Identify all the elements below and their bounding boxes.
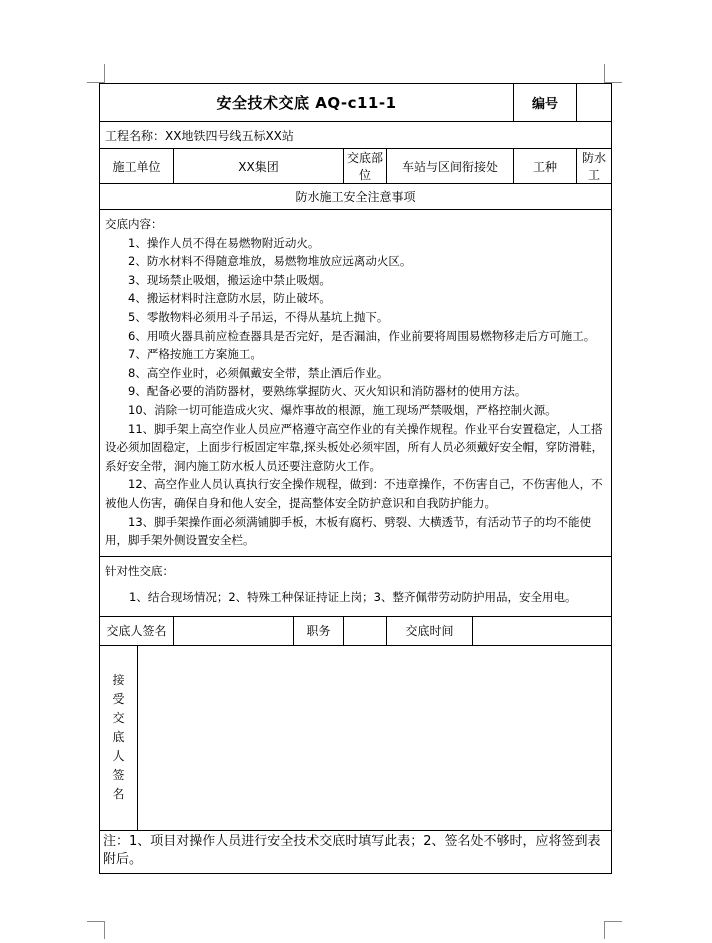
content-item: 11、脚手架上高空作业人员应严格遵守高空作业的有关操作规程。作业平台安置稳定，人工搭设必须加固稳定，上面步行板固定牢靠,探头板处必须牢固，所有人员必须戴好安全帽，穿防滑鞋，系好安全带，洞内施工防水板人员还要注意防火工作。 — [105, 421, 604, 473]
targeted-cell — [100, 556, 612, 616]
receiver-label: 接受交底人签名 — [112, 673, 125, 802]
signer-field[interactable] — [174, 616, 294, 645]
position-field[interactable] — [344, 616, 387, 645]
document-title-cell — [100, 84, 514, 122]
crop-mark — [604, 64, 605, 82]
receiver-label-cell — [100, 645, 138, 830]
part-label: 交底部位 — [344, 149, 387, 184]
time-field[interactable] — [473, 616, 612, 645]
section-heading: 防水施工安全注意事项 — [100, 184, 612, 210]
content-item: 1、操作人员不得在易燃物附近动火。 — [128, 235, 320, 250]
content-item: 5、零散物料必须用斗子吊运，不得从基坑上抛下。 — [128, 309, 389, 324]
content-item: 8、高空作业时，必须佩戴安全带，禁止酒后作业。 — [128, 365, 389, 380]
receiver-signature-area[interactable] — [138, 645, 612, 830]
project-row — [100, 122, 612, 149]
content-item: 12、高空作业人员认真执行安全操作规程，做到：不违章操作，不伤害自己，不伤害他人，不被他人伤害，确保自身和他人安全，提高整体安全防护意识和自我防护能力。 — [105, 477, 603, 510]
crop-mark — [604, 921, 622, 922]
time-label: 交底时间 — [387, 616, 473, 645]
footnote: 注：1、项目对操作人员进行安全技术交底时填写此表；2、签名处不够时，应将签到表附后。 — [100, 830, 612, 873]
crop-mark — [104, 64, 105, 82]
content-item: 10、消除一切可能造成火灾、爆炸事故的根源，施工现场严禁吸烟，严格控制火源。 — [128, 402, 557, 417]
content-label: 交底内容： — [105, 217, 163, 231]
signer-label: 交底人签名 — [100, 616, 174, 645]
crop-mark — [87, 921, 105, 922]
document-title: 安全技术交底 AQ-c11-1 — [216, 94, 397, 112]
content-item: 9、配备必要的消防器材，要熟练掌握防火、灭火知识和消防器材的使用方法。 — [128, 384, 527, 399]
unit-label: 施工单位 — [100, 149, 174, 184]
number-field[interactable] — [577, 84, 612, 122]
project-name: XX地铁四号线五标XX站 — [165, 128, 294, 143]
targeted-label: 针对性交底： — [105, 563, 174, 578]
part-value: 车站与区间衔接处 — [387, 149, 514, 184]
content-item: 7、严格按施工方案施工。 — [128, 347, 262, 362]
unit-value: XX集团 — [174, 149, 344, 184]
targeted-text: 1、结合现场情况；2、特殊工种保证持证上岗；3、整齐佩带劳动防护用品，安全用电。 — [129, 589, 577, 604]
crop-mark — [604, 921, 605, 939]
trade-value: 防水工 — [577, 149, 612, 184]
content-item: 3、现场禁止吸烟，搬运途中禁止吸烟。 — [128, 272, 331, 287]
content-cell — [100, 210, 612, 557]
number-label: 编号 — [514, 84, 577, 122]
safety-briefing-form — [99, 83, 612, 874]
content-item: 6、用喷火器具前应检查器具是否完好，是否漏油，作业前要将周围易燃物移走后方可施工。 — [128, 328, 596, 343]
content-item: 4、搬运材料时注意防水层，防止破坏。 — [128, 291, 331, 306]
project-label: 工程名称： — [105, 128, 166, 143]
content-item: 13、脚手架操作面必须满铺脚手板，木板有腐朽、劈裂、大横透节，有活动节子的均不能使用，脚手架外侧设置安全栏。 — [105, 514, 592, 548]
trade-label: 工种 — [514, 149, 577, 184]
content-item: 2、防水材料不得随意堆放，易燃物堆放应远离动火区。 — [128, 254, 412, 269]
crop-mark — [104, 921, 105, 939]
position-label: 职务 — [294, 616, 344, 645]
